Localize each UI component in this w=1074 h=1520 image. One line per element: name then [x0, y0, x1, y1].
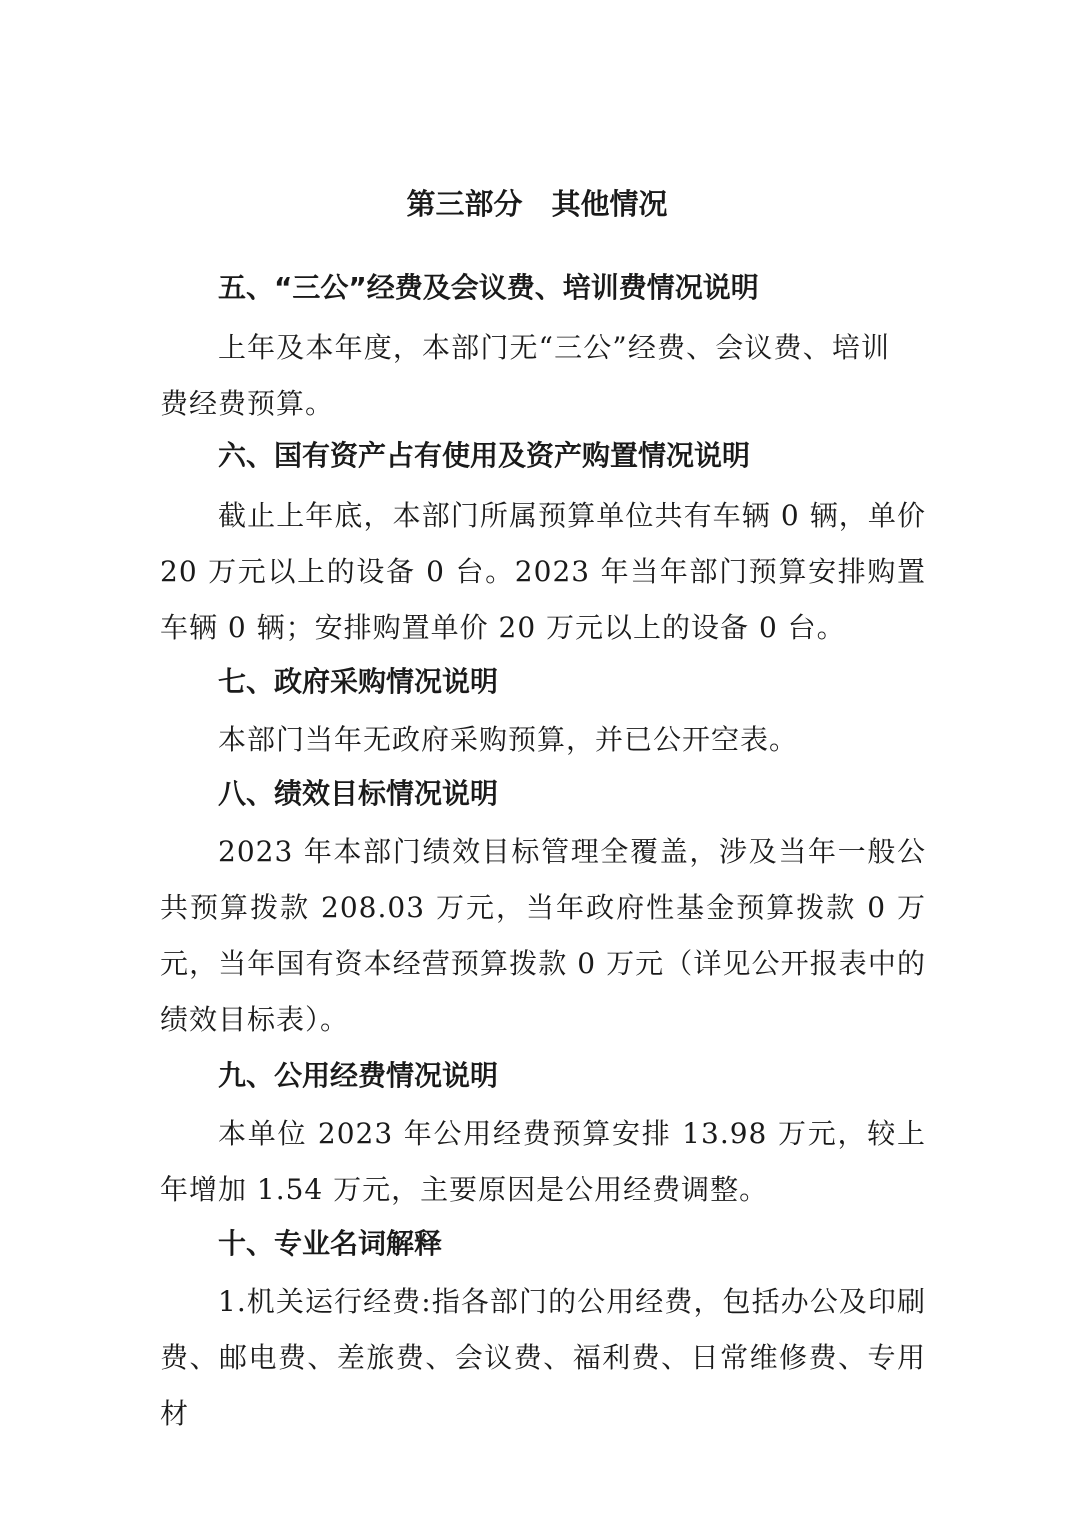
section-heading-ten: 十、专业名词解释: [218, 1227, 443, 1260]
section-six-paragraph: 截止上年底，本部门所属预算单位共有车辆 0 辆，单价 20 万元以上的设备 0 台。2023 年当年部门预算安排购置车辆 0 辆；安排购置单价 20 万元以上的设备 0 台。: [160, 499, 926, 644]
section-heading-nine: 九、公用经费情况说明: [218, 1059, 499, 1092]
section-heading-eight: 八、绩效目标情况说明: [218, 777, 499, 810]
section-eight-paragraph: 2023 年本部门绩效目标管理全覆盖，涉及当年一般公共预算拨款 208.03 万元，当年政府性基金预算拨款 0 万元，当年国有资本经营预算拨款 0 万元（详见公开报表中的绩效目标表）。: [160, 835, 926, 1036]
section-nine-paragraph: 本单位 2023 年公用经费预算安排 13.98 万元，较上年增加 1.54 万元，主要原因是公用经费调整。: [160, 1117, 926, 1206]
section-heading-seven: 七、政府采购情况说明: [218, 665, 499, 698]
page-title: 第三部分 其他情况: [406, 187, 668, 221]
section-seven-paragraph: 本部门当年无政府采购预算，并已公开空表。: [218, 723, 799, 756]
section-heading-six: 六、国有资产占有使用及资产购置情况说明: [218, 439, 751, 472]
section-five-paragraph: 上年及本年度，本部门无“三公”经费、会议费、培训费经费预算。: [160, 331, 890, 420]
section-ten-paragraph: 1.机关运行经费:指各部门的公用经费，包括办公及印刷费、邮电费、差旅费、会议费、福利费、日常维修费、专用材: [160, 1285, 926, 1430]
section-heading-five: 五、“三公”经费及会议费、培训费情况说明: [218, 271, 759, 304]
